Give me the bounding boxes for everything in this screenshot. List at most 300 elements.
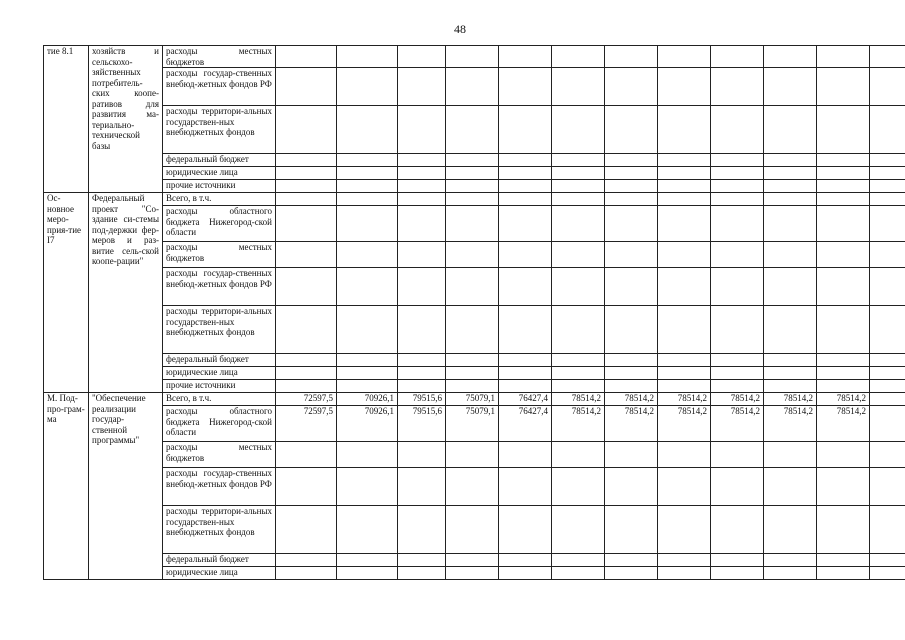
value-cell: 78514,2 bbox=[658, 393, 711, 406]
table-row bbox=[44, 393, 905, 406]
value-cell bbox=[276, 306, 337, 354]
value-cell: 70926,1 bbox=[337, 406, 398, 442]
value-cell bbox=[398, 68, 446, 106]
value-cell bbox=[398, 442, 446, 468]
value-cell bbox=[398, 242, 446, 268]
value-cell bbox=[658, 554, 711, 567]
value-cell bbox=[817, 193, 870, 206]
value-cell bbox=[605, 442, 658, 468]
value-cell bbox=[552, 354, 605, 367]
value-cell: 79515,6 bbox=[398, 406, 446, 442]
value-cell bbox=[605, 567, 658, 580]
table-row bbox=[44, 68, 905, 106]
value-cell bbox=[276, 354, 337, 367]
value-cell bbox=[870, 68, 905, 106]
value-cell bbox=[446, 242, 499, 268]
value-cell bbox=[499, 242, 552, 268]
value-cell bbox=[605, 167, 658, 180]
value-cell bbox=[276, 68, 337, 106]
value-cell bbox=[552, 242, 605, 268]
value-cell bbox=[711, 193, 764, 206]
value-cell bbox=[446, 468, 499, 506]
value-cell bbox=[446, 506, 499, 554]
value-cell bbox=[499, 167, 552, 180]
value-cell bbox=[552, 367, 605, 380]
value-cell bbox=[552, 554, 605, 567]
value-cell bbox=[446, 268, 499, 306]
value-cell bbox=[552, 306, 605, 354]
value-cell bbox=[817, 380, 870, 393]
value-cell bbox=[658, 180, 711, 193]
value-cell bbox=[337, 468, 398, 506]
value-cell bbox=[276, 180, 337, 193]
funding-source-label: юридические лица bbox=[163, 567, 276, 580]
value-cell bbox=[446, 68, 499, 106]
value-cell bbox=[870, 468, 905, 506]
value-cell: 78514,2 bbox=[817, 406, 870, 442]
value-cell bbox=[499, 306, 552, 354]
value-cell bbox=[764, 154, 817, 167]
value-cell bbox=[658, 380, 711, 393]
value-cell bbox=[817, 154, 870, 167]
value-cell bbox=[870, 46, 905, 68]
value-cell bbox=[817, 46, 870, 68]
value-cell bbox=[764, 242, 817, 268]
value-cell bbox=[398, 506, 446, 554]
value-cell bbox=[605, 106, 658, 154]
value-cell bbox=[398, 167, 446, 180]
value-cell bbox=[552, 506, 605, 554]
value-cell: 78514,2 bbox=[605, 393, 658, 406]
value-cell bbox=[711, 354, 764, 367]
value-cell bbox=[337, 167, 398, 180]
value-cell bbox=[552, 468, 605, 506]
value-cell bbox=[552, 206, 605, 242]
section-name: Федеральный проект "Со-здание си-стемы под-держки фер-меров и раз-витие сель-ской коопе-рации" bbox=[89, 193, 163, 393]
value-cell: 78514,2 bbox=[605, 406, 658, 442]
value-cell bbox=[605, 554, 658, 567]
value-cell bbox=[398, 306, 446, 354]
value-cell bbox=[276, 268, 337, 306]
table-row bbox=[44, 406, 905, 442]
value-cell bbox=[658, 268, 711, 306]
value-cell: 75079,1 bbox=[446, 406, 499, 442]
value-cell bbox=[764, 106, 817, 154]
value-cell bbox=[398, 193, 446, 206]
value-cell bbox=[605, 380, 658, 393]
value-cell bbox=[276, 106, 337, 154]
budget-table bbox=[43, 45, 905, 580]
value-cell bbox=[658, 306, 711, 354]
value-cell bbox=[870, 268, 905, 306]
value-cell bbox=[870, 306, 905, 354]
value-cell bbox=[711, 106, 764, 154]
value-cell bbox=[764, 380, 817, 393]
value-cell bbox=[711, 180, 764, 193]
value-cell bbox=[499, 268, 552, 306]
value-cell bbox=[658, 242, 711, 268]
value-cell bbox=[764, 306, 817, 354]
value-cell bbox=[817, 554, 870, 567]
value-cell bbox=[276, 167, 337, 180]
table-row bbox=[44, 268, 905, 306]
value-cell bbox=[337, 367, 398, 380]
value-cell bbox=[870, 506, 905, 554]
section-name: "Обеспечение реализации государ-ственной программы" bbox=[89, 393, 163, 580]
value-cell bbox=[711, 46, 764, 68]
table-row bbox=[44, 154, 905, 167]
value-cell bbox=[276, 154, 337, 167]
value-cell bbox=[446, 306, 499, 354]
value-cell bbox=[605, 354, 658, 367]
value-cell bbox=[337, 206, 398, 242]
funding-source-label: прочие источники bbox=[163, 180, 276, 193]
value-cell: 78514,2 bbox=[552, 393, 605, 406]
value-cell bbox=[446, 367, 499, 380]
value-cell bbox=[711, 242, 764, 268]
table-row bbox=[44, 442, 905, 468]
value-cell bbox=[658, 442, 711, 468]
value-cell bbox=[870, 242, 905, 268]
section-code: Ос-новное меро-прия-тие I7 bbox=[44, 193, 89, 393]
value-cell bbox=[764, 206, 817, 242]
value-cell bbox=[605, 68, 658, 106]
value-cell bbox=[605, 242, 658, 268]
value-cell bbox=[764, 46, 817, 68]
table-row bbox=[44, 167, 905, 180]
value-cell bbox=[276, 468, 337, 506]
value-cell bbox=[499, 106, 552, 154]
value-cell bbox=[276, 367, 337, 380]
value-cell bbox=[398, 354, 446, 367]
value-cell bbox=[764, 193, 817, 206]
value-cell bbox=[817, 442, 870, 468]
value-cell bbox=[870, 442, 905, 468]
table-row bbox=[44, 180, 905, 193]
value-cell bbox=[711, 167, 764, 180]
value-cell bbox=[870, 367, 905, 380]
value-cell bbox=[276, 554, 337, 567]
value-cell bbox=[552, 154, 605, 167]
section-code: тие 8.1 bbox=[44, 46, 89, 193]
value-cell bbox=[398, 154, 446, 167]
value-cell bbox=[337, 506, 398, 554]
value-cell bbox=[337, 268, 398, 306]
funding-source-label: федеральный бюджет bbox=[163, 354, 276, 367]
value-cell bbox=[711, 380, 764, 393]
value-cell bbox=[276, 193, 337, 206]
value-cell bbox=[658, 167, 711, 180]
funding-source-label: федеральный бюджет bbox=[163, 154, 276, 167]
value-cell bbox=[711, 554, 764, 567]
value-cell bbox=[817, 106, 870, 154]
value-cell bbox=[337, 46, 398, 68]
funding-source-label: Всего, в т.ч. bbox=[163, 393, 276, 406]
value-cell bbox=[446, 380, 499, 393]
value-cell bbox=[499, 354, 552, 367]
value-cell bbox=[398, 206, 446, 242]
value-cell bbox=[711, 442, 764, 468]
value-cell bbox=[446, 567, 499, 580]
page-number: 48 bbox=[454, 22, 466, 36]
value-cell bbox=[446, 554, 499, 567]
value-cell bbox=[817, 242, 870, 268]
value-cell bbox=[870, 193, 905, 206]
value-cell bbox=[817, 468, 870, 506]
value-cell bbox=[499, 68, 552, 106]
value-cell bbox=[605, 206, 658, 242]
value-cell bbox=[552, 380, 605, 393]
table-row bbox=[44, 242, 905, 268]
value-cell bbox=[398, 567, 446, 580]
value-cell bbox=[870, 180, 905, 193]
value-cell bbox=[337, 180, 398, 193]
value-cell bbox=[446, 206, 499, 242]
value-cell bbox=[764, 468, 817, 506]
value-cell bbox=[398, 468, 446, 506]
value-cell bbox=[870, 567, 905, 580]
value-cell bbox=[276, 206, 337, 242]
table-row bbox=[44, 567, 905, 580]
table-body bbox=[44, 46, 905, 580]
value-cell bbox=[446, 193, 499, 206]
value-cell bbox=[870, 106, 905, 154]
value-cell bbox=[337, 442, 398, 468]
value-cell: 78514,2 bbox=[711, 406, 764, 442]
value-cell: 78514,2 bbox=[764, 393, 817, 406]
value-cell bbox=[764, 354, 817, 367]
value-cell bbox=[870, 406, 905, 442]
value-cell bbox=[870, 206, 905, 242]
value-cell: 78514,2 bbox=[764, 406, 817, 442]
section-code: М. Под-про-грам-ма bbox=[44, 393, 89, 580]
value-cell bbox=[817, 68, 870, 106]
value-cell bbox=[764, 367, 817, 380]
value-cell bbox=[337, 68, 398, 106]
table-row bbox=[44, 106, 905, 154]
value-cell bbox=[764, 506, 817, 554]
value-cell bbox=[499, 206, 552, 242]
value-cell bbox=[276, 380, 337, 393]
value-cell bbox=[605, 46, 658, 68]
value-cell bbox=[398, 367, 446, 380]
value-cell bbox=[711, 206, 764, 242]
value-cell: 76427,4 bbox=[499, 406, 552, 442]
table-row bbox=[44, 193, 905, 206]
value-cell bbox=[658, 206, 711, 242]
funding-source-label: расходы местных бюджетов bbox=[163, 242, 276, 268]
value-cell bbox=[499, 442, 552, 468]
value-cell bbox=[817, 167, 870, 180]
value-cell: 76427,4 bbox=[499, 393, 552, 406]
funding-source-label: расходы местных бюджетов bbox=[163, 46, 276, 68]
funding-source-label: расходы местных бюджетов bbox=[163, 442, 276, 468]
value-cell bbox=[446, 154, 499, 167]
value-cell bbox=[711, 506, 764, 554]
section-name: хозяйств и сельскохо-зяйственных потребитель-ских коопе-ративов для развития ма-териально-технической базы bbox=[89, 46, 163, 193]
value-cell bbox=[870, 167, 905, 180]
value-cell bbox=[446, 442, 499, 468]
value-cell bbox=[658, 46, 711, 68]
value-cell bbox=[499, 154, 552, 167]
funding-source-label: федеральный бюджет bbox=[163, 554, 276, 567]
value-cell bbox=[446, 167, 499, 180]
funding-source-label: расходы государ-ственных внебюд-жетных фондов РФ bbox=[163, 468, 276, 506]
value-cell bbox=[658, 468, 711, 506]
value-cell bbox=[605, 154, 658, 167]
value-cell bbox=[711, 306, 764, 354]
value-cell bbox=[499, 506, 552, 554]
value-cell bbox=[398, 554, 446, 567]
value-cell bbox=[764, 268, 817, 306]
value-cell bbox=[337, 380, 398, 393]
value-cell bbox=[658, 193, 711, 206]
value-cell bbox=[605, 468, 658, 506]
value-cell bbox=[870, 393, 905, 406]
funding-source-label: юридические лица bbox=[163, 367, 276, 380]
value-cell bbox=[658, 154, 711, 167]
value-cell bbox=[552, 567, 605, 580]
value-cell bbox=[658, 567, 711, 580]
value-cell bbox=[398, 380, 446, 393]
value-cell bbox=[499, 380, 552, 393]
value-cell bbox=[276, 442, 337, 468]
value-cell: 78514,2 bbox=[817, 393, 870, 406]
value-cell bbox=[499, 468, 552, 506]
value-cell bbox=[658, 354, 711, 367]
table-row bbox=[44, 206, 905, 242]
value-cell bbox=[711, 367, 764, 380]
value-cell bbox=[870, 354, 905, 367]
value-cell bbox=[446, 180, 499, 193]
value-cell bbox=[499, 367, 552, 380]
value-cell bbox=[398, 46, 446, 68]
value-cell bbox=[276, 567, 337, 580]
table-row bbox=[44, 46, 905, 68]
value-cell bbox=[552, 46, 605, 68]
value-cell bbox=[605, 193, 658, 206]
value-cell bbox=[499, 567, 552, 580]
value-cell bbox=[398, 106, 446, 154]
value-cell: 78514,2 bbox=[552, 406, 605, 442]
value-cell bbox=[337, 567, 398, 580]
value-cell bbox=[870, 554, 905, 567]
value-cell bbox=[605, 306, 658, 354]
value-cell bbox=[605, 367, 658, 380]
table-row bbox=[44, 506, 905, 554]
value-cell bbox=[817, 367, 870, 380]
value-cell bbox=[552, 68, 605, 106]
value-cell bbox=[817, 506, 870, 554]
value-cell bbox=[337, 306, 398, 354]
funding-source-label: расходы областного бюджета Нижегород-ской области bbox=[163, 406, 276, 442]
value-cell bbox=[499, 46, 552, 68]
value-cell bbox=[499, 193, 552, 206]
value-cell bbox=[552, 180, 605, 193]
value-cell bbox=[446, 46, 499, 68]
value-cell bbox=[605, 180, 658, 193]
table-row bbox=[44, 367, 905, 380]
value-cell bbox=[446, 354, 499, 367]
value-cell bbox=[605, 268, 658, 306]
value-cell bbox=[817, 567, 870, 580]
value-cell bbox=[764, 554, 817, 567]
funding-source-label: расходы территори-альных государствен-ных внебюджетных фондов bbox=[163, 506, 276, 554]
value-cell bbox=[711, 154, 764, 167]
value-cell bbox=[870, 154, 905, 167]
value-cell bbox=[711, 567, 764, 580]
value-cell bbox=[337, 154, 398, 167]
value-cell bbox=[276, 46, 337, 68]
value-cell bbox=[764, 167, 817, 180]
value-cell bbox=[658, 367, 711, 380]
funding-source-label: расходы областного бюджета Нижегород-ской области bbox=[163, 206, 276, 242]
funding-source-label: прочие источники bbox=[163, 380, 276, 393]
value-cell bbox=[276, 242, 337, 268]
value-cell bbox=[817, 268, 870, 306]
table-row bbox=[44, 306, 905, 354]
value-cell bbox=[711, 68, 764, 106]
value-cell bbox=[552, 193, 605, 206]
value-cell bbox=[817, 306, 870, 354]
value-cell bbox=[552, 442, 605, 468]
value-cell bbox=[499, 554, 552, 567]
value-cell bbox=[605, 506, 658, 554]
funding-source-label: юридические лица bbox=[163, 167, 276, 180]
value-cell: 72597,5 bbox=[276, 393, 337, 406]
value-cell: 78514,2 bbox=[711, 393, 764, 406]
value-cell bbox=[817, 354, 870, 367]
value-cell bbox=[337, 354, 398, 367]
value-cell bbox=[764, 567, 817, 580]
value-cell bbox=[764, 180, 817, 193]
value-cell bbox=[446, 106, 499, 154]
value-cell bbox=[711, 468, 764, 506]
value-cell bbox=[398, 180, 446, 193]
value-cell: 72597,5 bbox=[276, 406, 337, 442]
value-cell bbox=[276, 506, 337, 554]
value-cell bbox=[817, 180, 870, 193]
value-cell bbox=[337, 193, 398, 206]
value-cell: 79515,6 bbox=[398, 393, 446, 406]
value-cell bbox=[552, 167, 605, 180]
value-cell bbox=[711, 268, 764, 306]
value-cell bbox=[658, 68, 711, 106]
value-cell: 75079,1 bbox=[446, 393, 499, 406]
value-cell: 70926,1 bbox=[337, 393, 398, 406]
value-cell bbox=[870, 380, 905, 393]
value-cell bbox=[552, 106, 605, 154]
value-cell bbox=[337, 242, 398, 268]
table-row bbox=[44, 468, 905, 506]
table-row bbox=[44, 554, 905, 567]
table-row bbox=[44, 354, 905, 367]
value-cell bbox=[817, 206, 870, 242]
value-cell bbox=[398, 268, 446, 306]
funding-source-label: расходы государ-ственных внебюд-жетных фондов РФ bbox=[163, 68, 276, 106]
value-cell bbox=[337, 554, 398, 567]
value-cell bbox=[552, 268, 605, 306]
funding-source-label: расходы территори-альных государствен-ных внебюджетных фондов bbox=[163, 106, 276, 154]
funding-source-label: Всего, в т.ч. bbox=[163, 193, 276, 206]
funding-source-label: расходы территори-альных государствен-ных внебюджетных фондов bbox=[163, 306, 276, 354]
value-cell bbox=[764, 442, 817, 468]
funding-source-label: расходы государ-ственных внебюд-жетных фондов РФ bbox=[163, 268, 276, 306]
table-row bbox=[44, 380, 905, 393]
value-cell bbox=[658, 506, 711, 554]
value-cell bbox=[337, 106, 398, 154]
value-cell: 78514,2 bbox=[658, 406, 711, 442]
